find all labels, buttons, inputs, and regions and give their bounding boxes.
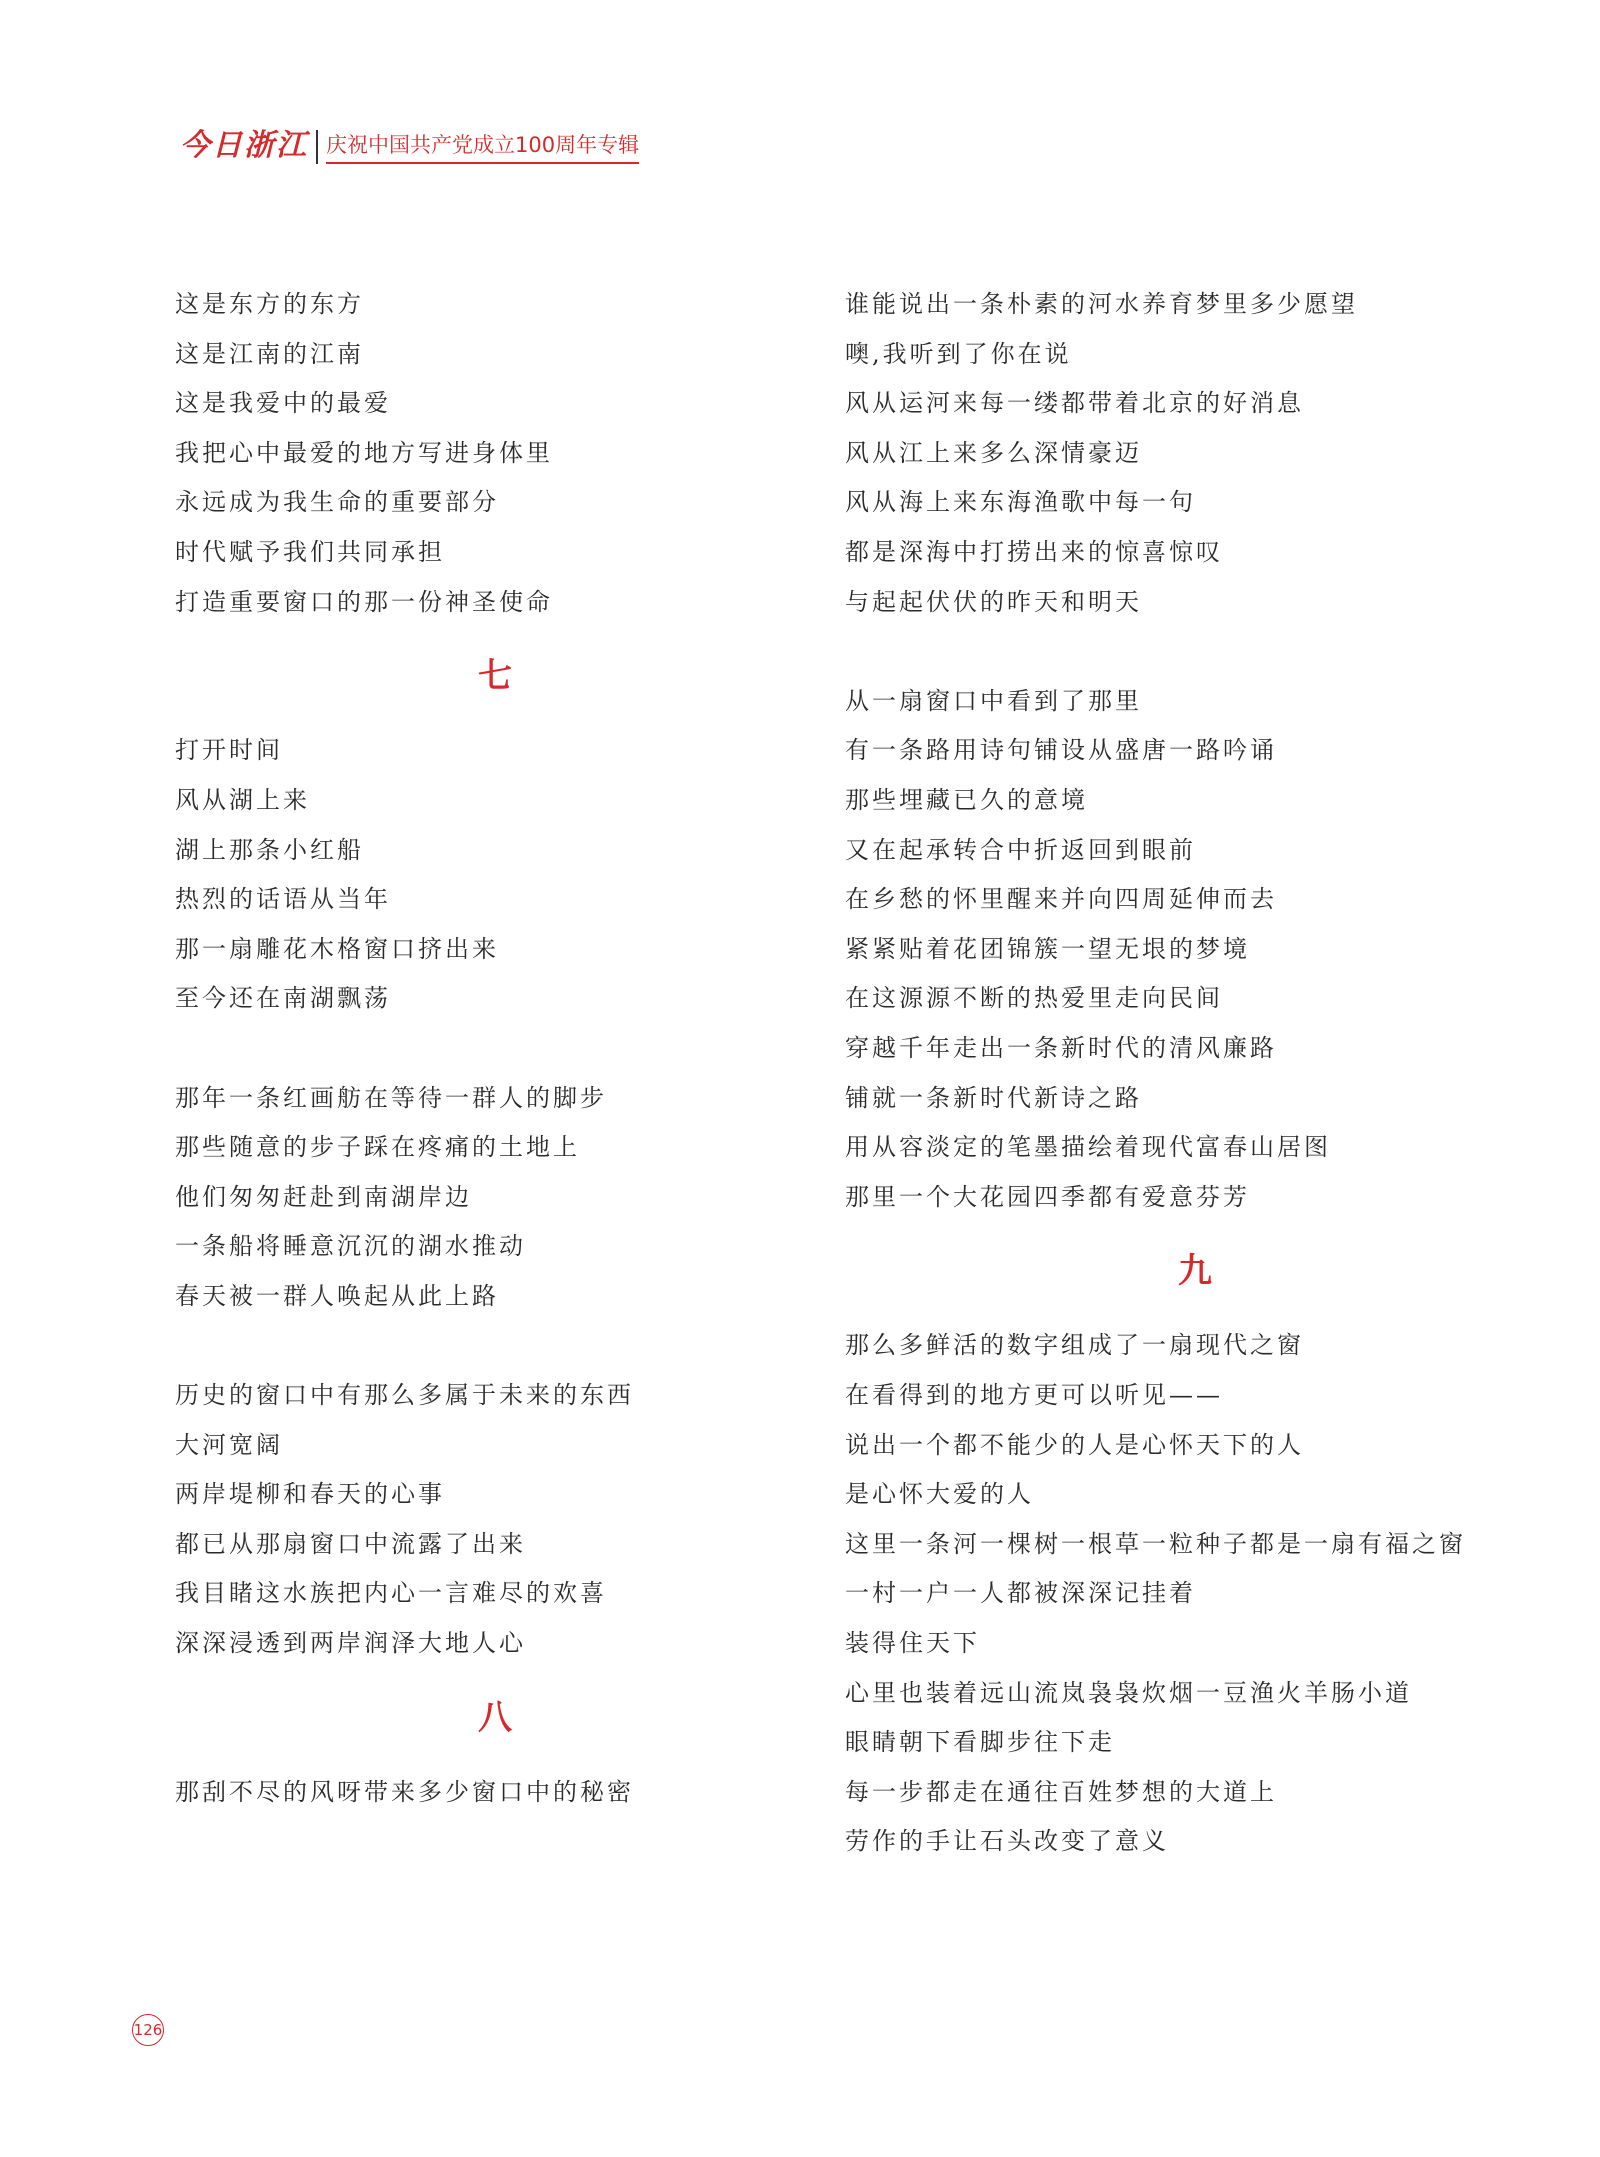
stanza bbox=[175, 1768, 815, 1818]
section-heading-7: 七 bbox=[478, 656, 512, 697]
poem-line: 一条船将睡意沉沉的湖水推动 bbox=[175, 1232, 526, 1261]
stanza bbox=[845, 1321, 1545, 1867]
poem-line: 这是我爱中的最爱 bbox=[175, 389, 391, 418]
poem-line: 一村一户一人都被深深记挂着 bbox=[845, 1579, 1196, 1608]
section-heading-8: 八 bbox=[478, 1697, 512, 1738]
section-heading-9: 九 bbox=[1178, 1251, 1212, 1292]
poem-line: 从一扇窗口中看到了那里 bbox=[845, 686, 1142, 715]
poem-line: 铺就一条新时代新诗之路 bbox=[845, 1083, 1142, 1112]
poem-line: 风从海上来东海渔歌中每一句 bbox=[845, 488, 1196, 517]
poem-line: 都已从那扇窗口中流露了出来 bbox=[175, 1529, 526, 1558]
poem-line: 是心怀大爱的人 bbox=[845, 1480, 1034, 1509]
poem-line: 紧紧贴着花团锦簇一望无垠的梦境 bbox=[845, 934, 1250, 963]
poem-line: 与起起伏伏的昨天和明天 bbox=[845, 587, 1142, 616]
poem-line: 穿越千年走出一条新时代的清风廉路 bbox=[845, 1033, 1277, 1062]
special-issue-title: 庆祝中国共产党成立100周年专辑 bbox=[326, 130, 639, 164]
stanza bbox=[845, 280, 1545, 627]
poem-line: 这是江南的江南 bbox=[175, 339, 364, 368]
poem-line: 那些随意的步子踩在疼痛的土地上 bbox=[175, 1133, 580, 1162]
poem-line: 说出一个都不能少的人是心怀天下的人 bbox=[845, 1430, 1304, 1459]
stanza-gap bbox=[845, 627, 1545, 677]
poem-line: 用从容淡定的笔墨描绘着现代富春山居图 bbox=[845, 1133, 1331, 1162]
poem-line: 那里一个大花园四季都有爱意芬芳 bbox=[845, 1182, 1250, 1211]
stanza bbox=[845, 677, 1545, 1223]
poem-line: 那年一条红画舫在等待一群人的脚步 bbox=[175, 1083, 607, 1112]
poem-line: 他们匆匆赶赴到南湖岸边 bbox=[175, 1182, 472, 1211]
poem-line: 风从江上来多么深情豪迈 bbox=[845, 438, 1142, 467]
page-number: 126 bbox=[132, 2014, 164, 2046]
poem-line: 装得住天下 bbox=[845, 1629, 980, 1658]
poem-line: 在看得到的地方更可以听见—— bbox=[845, 1381, 1223, 1410]
poem-line: 都是深海中打捞出来的惊喜惊叹 bbox=[845, 537, 1223, 566]
poem-line: 心里也装着远山流岚袅袅炊烟一豆渔火羊肠小道 bbox=[845, 1678, 1412, 1707]
poem-line: 在这源源不断的热爱里走向民间 bbox=[845, 984, 1223, 1013]
poem-line: 我目睹这水族把内心一言难尽的欢喜 bbox=[175, 1579, 607, 1608]
poem-line: 打开时间 bbox=[175, 736, 283, 765]
poem-line: 眼睛朝下看脚步往下走 bbox=[845, 1728, 1115, 1757]
poem-line: 湖上那条小红船 bbox=[175, 835, 364, 864]
poem-line: 这是东方的东方 bbox=[175, 290, 364, 318]
header-divider bbox=[316, 130, 318, 164]
poem-line: 有一条路用诗句铺设从盛唐一路吟诵 bbox=[845, 736, 1277, 765]
stanza bbox=[175, 280, 815, 627]
poem-line: 那一扇雕花木格窗口挤出来 bbox=[175, 934, 499, 963]
stanza bbox=[175, 726, 815, 1024]
poem-line: 噢,我听到了你在说 bbox=[845, 339, 1072, 368]
poem-line: 这里一条河一棵树一根草一粒种子都是一扇有福之窗 bbox=[845, 1529, 1466, 1558]
poem-line: 时代赋予我们共同承担 bbox=[175, 537, 445, 566]
right-column bbox=[845, 280, 1545, 1867]
poem-line: 至今还在南湖飘荡 bbox=[175, 984, 391, 1013]
poem-line: 风从湖上来 bbox=[175, 785, 310, 814]
poem-line: 那刮不尽的风呀带来多少窗口中的秘密 bbox=[175, 1777, 634, 1806]
poem-line: 那么多鲜活的数字组成了一扇现代之窗 bbox=[845, 1331, 1304, 1360]
poem-line: 谁能说出一条朴素的河水养育梦里多少愿望 bbox=[845, 290, 1358, 318]
poem-line: 大河宽阔 bbox=[175, 1430, 283, 1459]
left-column bbox=[175, 280, 815, 1817]
poem-line: 那些埋藏已久的意境 bbox=[845, 785, 1088, 814]
poem-line: 春天被一群人唤起从此上路 bbox=[175, 1281, 499, 1310]
poem-line: 每一步都走在通往百姓梦想的大道上 bbox=[845, 1777, 1277, 1806]
poem-line: 永远成为我生命的重要部分 bbox=[175, 488, 499, 517]
stanza bbox=[175, 1371, 815, 1669]
poem-line: 我把心中最爱的地方写进身体里 bbox=[175, 438, 553, 467]
stanza-gap bbox=[175, 1024, 815, 1074]
poem-line: 深深浸透到两岸润泽大地人心 bbox=[175, 1629, 526, 1658]
poem-line: 劳作的手让石头改变了意义 bbox=[845, 1827, 1169, 1856]
page-header bbox=[180, 124, 639, 164]
poem-line: 在乡愁的怀里醒来并向四周延伸而去 bbox=[845, 885, 1277, 914]
stanza-gap bbox=[175, 1321, 815, 1371]
poem-line: 热烈的话语从当年 bbox=[175, 885, 391, 914]
poem-line: 风从运河来每一缕都带着北京的好消息 bbox=[845, 389, 1304, 418]
magazine-logo: 今日浙江 bbox=[180, 128, 308, 163]
poem-line: 历史的窗口中有那么多属于未来的东西 bbox=[175, 1381, 634, 1410]
poem-line: 两岸堤柳和春天的心事 bbox=[175, 1480, 445, 1509]
stanza bbox=[175, 1074, 815, 1322]
poem-line: 又在起承转合中折返回到眼前 bbox=[845, 835, 1196, 864]
poem-line: 打造重要窗口的那一份神圣使命 bbox=[175, 587, 553, 616]
